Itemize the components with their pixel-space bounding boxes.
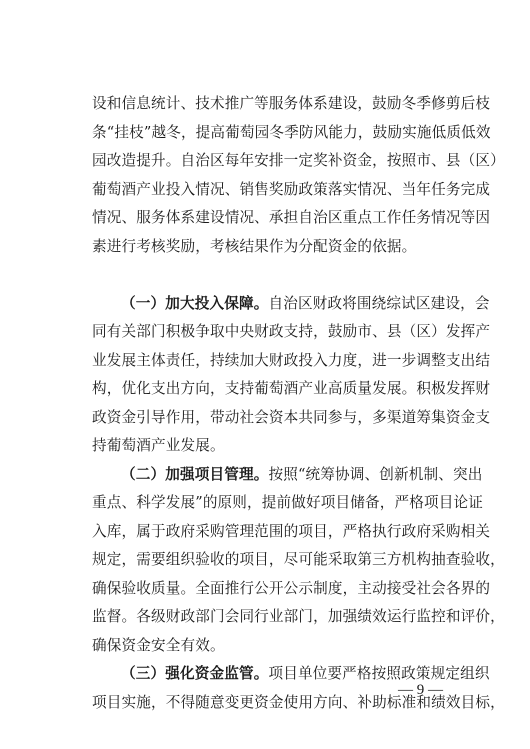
- text-line: 条“挂枝”越冬，提高葡萄园冬季防风能力，鼓励实施低质低效: [92, 123, 491, 141]
- subsection-title: （一）加大投入保障。: [121, 294, 269, 312]
- text-line: 入库，属于政府采购管理范围的项目，严格执行政府采购相关: [92, 522, 491, 540]
- text-line: 项目实施，不得随意变更资金使用方向、补助标准和绩效目标，: [92, 693, 505, 711]
- section-heading: [92, 261, 464, 290]
- text-line: 监督。各级财政部门会同行业部门，加强绩效运行监控和评价，: [92, 608, 505, 625]
- text-line: 确保资金安全有效。: [92, 636, 225, 654]
- text-line: 政资金引导作用，带动社会资本共同参与，多渠道筹集资金支: [92, 408, 491, 426]
- text-span: 项目单位要严格按照政策规定组织: [268, 665, 490, 682]
- paragraph-first-line: [92, 290, 490, 319]
- text-line: 规定，需要组织验收的项目，尽可能采取第三方机构抽查验收，: [92, 551, 505, 568]
- text-line: 构，优化支出方向，支持葡萄酒产业高质量发展。积极发挥财: [92, 380, 491, 397]
- subsection-title: （二）加强项目管理。: [121, 465, 269, 483]
- subsection-title: （三）强化资金监管。: [121, 665, 269, 682]
- body-text: [92, 90, 505, 717]
- text-span: 自治区财政将围绕综试区建设，会: [268, 294, 490, 312]
- text-line: 设和信息统计、技术推广等服务体系建设，鼓励冬季修剪后枝: [92, 95, 491, 112]
- text-line: 确保验收质量。全面推行公开公示制度，主动接受社会各界的: [92, 579, 491, 597]
- text-line: 持葡萄酒产业发展。: [92, 437, 225, 454]
- page-number: — 9 —: [398, 682, 443, 698]
- text-line: 葡萄酒产业投入情况、销售奖励政策落实情况、当年任务完成: [92, 180, 491, 198]
- paragraph-first-line: [92, 461, 483, 490]
- text-line: 素进行考核奖励，考核结果作为分配资金的依据。: [92, 237, 417, 255]
- text-span: 按照“统筹协调、创新机制、突出: [268, 465, 483, 483]
- text-line: 情况、服务体系建设情况、承担自治区重点工作任务情况等因: [92, 209, 491, 226]
- text-line: 园改造提升。自治区每年安排一定奖补资金，按照市、县（区）: [92, 152, 505, 169]
- text-line: 重点、科学发展”的原则，提前做好项目储备，严格项目论证: [92, 494, 483, 511]
- text-line: 同有关部门积极争取中央财政支持，鼓励市、县（区）发挥产: [92, 323, 491, 340]
- text-line: 业发展主体责任，持续加大财政投入力度，进一步调整支出结: [92, 351, 491, 369]
